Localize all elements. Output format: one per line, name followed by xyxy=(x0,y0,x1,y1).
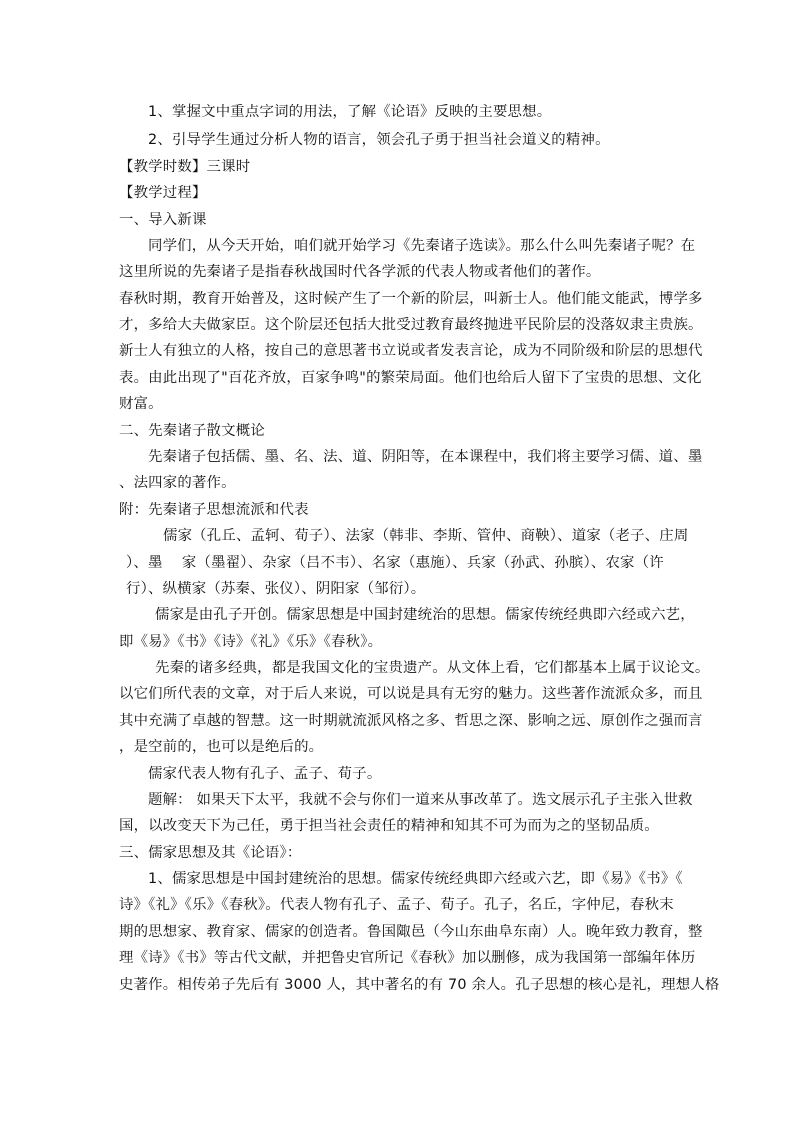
paragraph-line: 儒家（孔丘、孟轲、荀子）、法家（韩非、李斯、管仲、商鞅）、道家（老子、庄周 xyxy=(163,528,689,544)
paragraph-line: 先秦的诸多经典，都是我国文化的宝贵遗产。从文体上看，它们都基本上属于议论文。 xyxy=(155,660,710,676)
paragraph-line: 题解： 如果天下太平，我就不会与你们一道来从事改革了。选文展示孔子主张入世救 xyxy=(148,792,693,808)
paragraph-line: 理《诗》《书》等古代文献，并把鲁史官所记《春秋》加以删修，成为我国第一部编年体历 xyxy=(119,950,696,966)
paragraph-line: 新士人有独立的人格，按自己的意思著书立说或者发表言论，成为不同阶级和阶层的思想代 xyxy=(119,343,703,359)
teaching-hours: 【教学时数】三课时 xyxy=(119,159,251,175)
paragraph-line: 诗》《礼》《乐》《春秋》。代表人物有孔子、孟子、荀子。孔子，名丘，字仲尼，春秋末 xyxy=(119,897,674,913)
paragraph-line: 儒家代表人物有孔子、孟子、荀子。 xyxy=(148,766,382,782)
paragraph-line: 才，多给大夫做家臣。这个阶层还包括大批受过教育最终抛进平民阶层的没落奴隶主贵族。 xyxy=(119,317,703,333)
paragraph-line: ）、墨 家（墨翟）、杂家（吕不韦）、名家（惠施）、兵家（孙武、孙膑）、农家（许 xyxy=(126,555,664,571)
paragraph-line: 表。由此出现了"百花齐放，百家争鸣"的繁荣局面。他们也给后人留下了宝贵的思想、文化 xyxy=(119,370,702,386)
paragraph-line: 即《易》《书》《诗》《礼》《乐》《春秋》。 xyxy=(119,634,383,650)
paragraph-line: 儒家是由孔子开创。儒家思想是中国封建统治的思想。儒家传统经典即六经或六艺， xyxy=(155,607,695,623)
section-2-heading: 二、先秦诸子散文概论 xyxy=(119,423,265,439)
teaching-process-heading: 【教学过程】 xyxy=(119,185,207,201)
paragraph-line: 其中充满了卓越的智慧。这一时期就流派风格之多、哲思之深、影响之远、原创作之强而言 xyxy=(119,713,703,729)
appendix-heading: 附：先秦诸子思想流派和代表 xyxy=(119,502,309,518)
section-1-heading: 一、导入新课 xyxy=(119,212,207,228)
paragraph-line: 财富。 xyxy=(119,396,163,412)
paragraph-line: ，是空前的，也可以是绝后的。 xyxy=(119,739,324,755)
paragraph-line: 国，以改变天下为己任，勇于担当社会责任的精神和知其不可为而为之的坚韧品质。 xyxy=(119,818,659,834)
objective-1: 1、掌握文中重点字词的用法，了解《论语》反映的主要思想。 xyxy=(148,104,552,120)
paragraph-line: 、法四家的著作。 xyxy=(119,475,236,491)
paragraph-line: 这里所说的先秦诸子是指春秋战国时代各学派的代表人物或者他们的著作。 xyxy=(119,264,601,280)
paragraph-line: 行）、纵横家（苏秦、张仪）、阴阳家（邹衍）。 xyxy=(126,581,426,597)
paragraph-line: 1、儒家思想是中国封建统治的思想。儒家传统经典即六经或六艺，即《易》《书》《 xyxy=(148,871,683,887)
objective-2: 2、引导学生通过分析人物的语言，领会孔子勇于担当社会道义的精神。 xyxy=(148,132,610,148)
section-3-heading: 三、儒家思想及其《论语》： xyxy=(119,845,302,861)
paragraph-line: 春秋时期，教育开始普及，这时候产生了一个新的阶层，叫新士人。他们能文能武，博学多 xyxy=(119,291,703,307)
paragraph-line: 史著作。相传弟子先后有 3000 人，其中著名的有 70 余人。孔子思想的核心是礼，理想人格 xyxy=(119,977,720,993)
paragraph-line: 期的思想家、教育家、儒家的创造者。鲁国陬邑（今山东曲阜东南）人。晚年致力教育，整 xyxy=(119,924,703,940)
paragraph-line: 先秦诸子包括儒、墨、名、法、道、阴阳等，在本课程中，我们将主要学习儒、道、墨 xyxy=(148,449,703,465)
paragraph-line: 以它们所代表的文章，对于后人来说，可以说是具有无穷的魅力。这些著作流派众多，而且 xyxy=(119,686,703,702)
paragraph-line: 同学们，从今天开始，咱们就开始学习《先秦诸子选读》。那么什么叫先秦诸子呢？在 xyxy=(148,238,696,254)
